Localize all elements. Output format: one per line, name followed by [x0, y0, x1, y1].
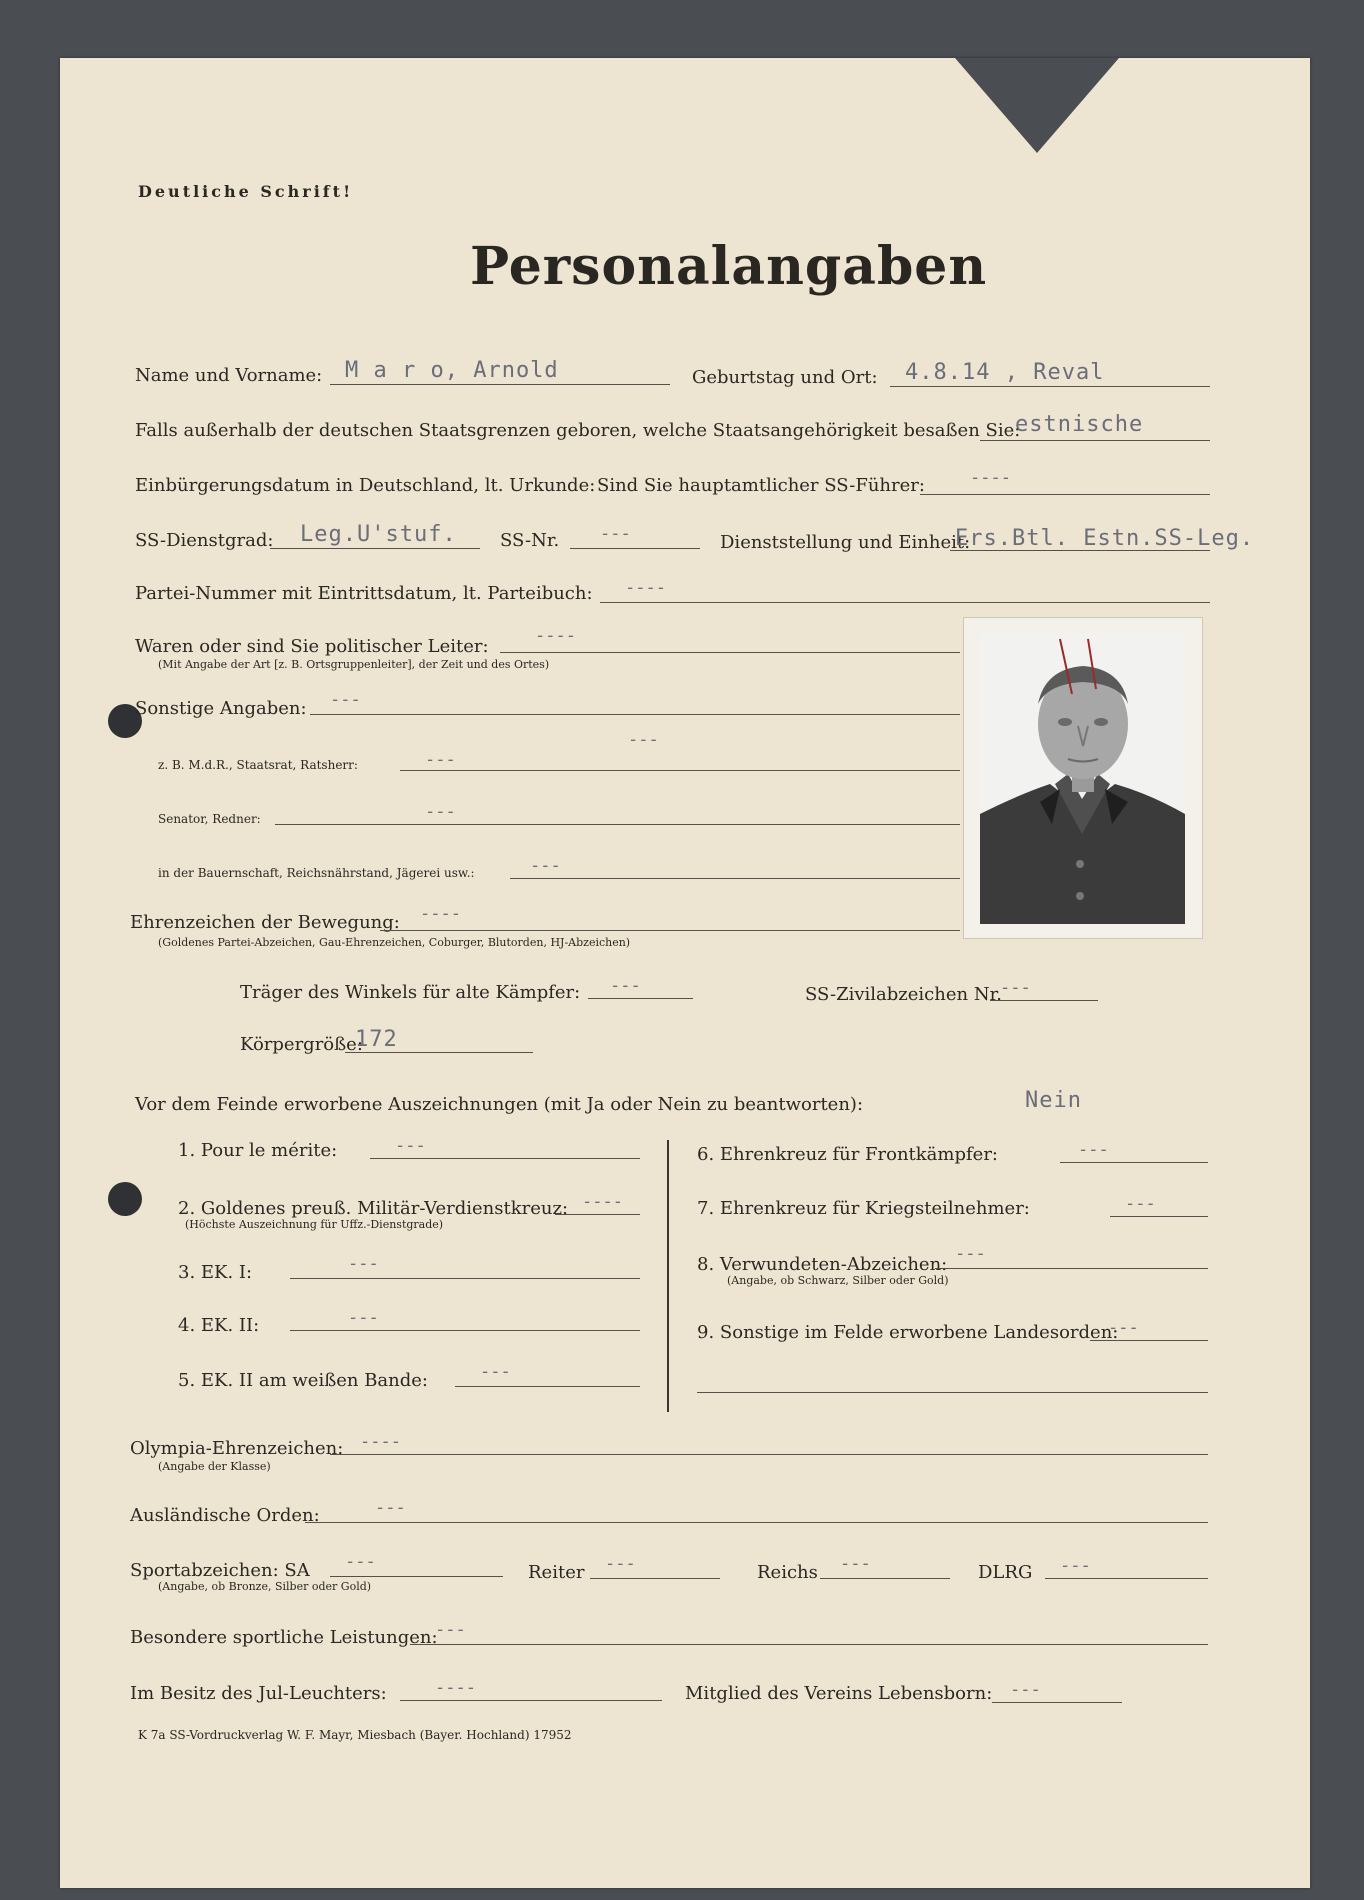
award-ek1-value: --- — [348, 1254, 379, 1274]
ssnr-value: --- — [600, 524, 631, 544]
award-ehrenkreuz-krieg-value: --- — [1125, 1194, 1156, 1214]
rider-value: --- — [605, 1554, 636, 1574]
party-value: ---- — [625, 578, 666, 598]
honor-note: (Goldenes Partei-Abzeichen, Gau-Ehrenzeichen, Coburger, Blutorden, HJ-Abzeichen) — [158, 936, 631, 949]
rank-value: Leg.U'stuf. — [300, 522, 457, 547]
award-militaer-verdienstkreuz-note: (Höchste Auszeichnung für Uffz.-Dienstgrade) — [185, 1218, 444, 1231]
fulltime-label: Sind Sie hauptamtlicher SS-Führer: — [597, 475, 925, 496]
unit-label: Dienststellung und Einheit: — [720, 532, 971, 553]
award-ehrenkreuz-krieg-label: 7. Ehrenkreuz für Kriegsteilnehmer: — [697, 1198, 1030, 1219]
sport-badge-note: (Angabe, ob Bronze, Silber oder Gold) — [158, 1580, 372, 1593]
olympia-value: ---- — [360, 1432, 401, 1452]
leader-label: Waren oder sind Sie politischer Leiter: — [135, 636, 489, 657]
name-label: Name und Vorname: — [135, 365, 323, 386]
award-landesorden-value: --- — [1108, 1318, 1139, 1338]
sport-badge-value: --- — [345, 1552, 376, 1572]
height-value: 172 — [355, 1027, 398, 1052]
awards-divider — [667, 1140, 669, 1412]
farm-label: in der Bauernschaft, Reichsnährstand, Jägerei usw.: — [158, 866, 475, 880]
height-label: Körpergröße: — [240, 1034, 363, 1055]
jul-value: ---- — [435, 1678, 476, 1698]
name-value: M a r o, Arnold — [345, 358, 559, 383]
award-landesorden-label: 9. Sonstige im Felde erworbene Landesorden: — [697, 1322, 1119, 1343]
senator-value: --- — [425, 802, 456, 822]
mdr-label: z. B. M.d.R., Staatsrat, Ratsherr: — [158, 758, 358, 772]
special-sport-value: --- — [435, 1620, 466, 1640]
lebensborn-value: --- — [1010, 1680, 1041, 1700]
other-label: Sonstige Angaben: — [135, 698, 307, 719]
other-value: --- — [330, 690, 361, 710]
honor-value: ---- — [420, 904, 461, 924]
naturalization-label: Einbürgerungsdatum in Deutschland, lt. Urkunde: — [135, 475, 596, 496]
torn-notch — [955, 58, 1119, 153]
reichs-label: Reichs — [757, 1562, 818, 1583]
citizenship-label: Falls außerhalb der deutschen Staatsgrenzen geboren, welche Staatsangehörigkeit besaßen Sie: — [135, 420, 1021, 441]
dlrg-label: DLRG — [978, 1562, 1033, 1583]
awards-label: Vor dem Feinde erworbene Auszeichnungen (mit Ja oder Nein zu beantworten): — [135, 1094, 864, 1115]
page-title: Personalangaben — [470, 236, 988, 297]
mdr-value: --- — [425, 750, 456, 770]
ssnr-label: SS-Nr. — [500, 530, 560, 551]
portrait-photo-frame — [963, 617, 1203, 939]
form-sheet — [60, 58, 1310, 1888]
foreign-orders-value: --- — [375, 1498, 406, 1518]
portrait-photo — [980, 634, 1185, 924]
lebensborn-label: Mitglied des Vereins Lebensborn: — [685, 1683, 993, 1704]
farm-value: --- — [530, 856, 561, 876]
dlrg-value: --- — [1060, 1556, 1091, 1576]
honor-label: Ehrenzeichen der Bewegung: — [130, 912, 400, 933]
award-militaer-verdienstkreuz-label: 2. Goldenes preuß. Militär-Verdienstkreuz: — [178, 1198, 569, 1219]
jul-label: Im Besitz des Jul-Leuchters: — [130, 1683, 387, 1704]
rider-label: Reiter — [528, 1562, 585, 1583]
olympia-label: Olympia-Ehrenzeichen: — [130, 1438, 344, 1459]
instruction-text: Deutliche Schrift! — [138, 182, 354, 201]
citizenship-value: estnische — [1015, 412, 1144, 437]
chevron-value: --- — [610, 976, 641, 996]
special-sport-label: Besondere sportliche Leistungen: — [130, 1627, 438, 1648]
award-verwundeten-label: 8. Verwundeten-Abzeichen: — [697, 1254, 948, 1275]
award-militaer-verdienstkreuz-value: ---- — [582, 1192, 623, 1212]
olympia-note: (Angabe der Klasse) — [158, 1460, 271, 1473]
award-pour-le-merite-value: --- — [395, 1136, 426, 1156]
footer-imprint: K 7a SS-Vordruckverlag W. F. Mayr, Miesbach (Bayer. Hochland) 17952 — [138, 1728, 572, 1742]
award-ek2-band-label: 5. EK. II am weißen Bande: — [178, 1370, 428, 1391]
award-ek2-label: 4. EK. II: — [178, 1315, 260, 1336]
civil-value: --- — [1000, 978, 1031, 998]
award-verwundeten-value: --- — [955, 1244, 986, 1264]
fulltime-value: ---- — [970, 468, 1011, 488]
award-ek2-band-value: --- — [480, 1362, 511, 1382]
civil-label: SS-Zivilabzeichen Nr. — [805, 984, 1002, 1005]
award-pour-le-merite-label: 1. Pour le mérite: — [178, 1140, 338, 1161]
unit-value: Ers.Btl. Estn.SS-Leg. — [955, 526, 1255, 551]
rank-label: SS-Dienstgrad: — [135, 530, 274, 551]
award-verwundeten-note: (Angabe, ob Schwarz, Silber oder Gold) — [727, 1274, 949, 1287]
party-label: Partei-Nummer mit Eintrittsdatum, lt. Parteibuch: — [135, 583, 593, 604]
award-ehrenkreuz-front-label: 6. Ehrenkreuz für Frontkämpfer: — [697, 1144, 998, 1165]
punch-hole — [108, 1182, 142, 1216]
award-ehrenkreuz-front-value: --- — [1078, 1140, 1109, 1160]
foreign-orders-label: Ausländische Orden: — [130, 1505, 320, 1526]
birth-value: 4.8.14 , Reval — [905, 360, 1105, 385]
chevron-label: Träger des Winkels für alte Kämpfer: — [240, 982, 581, 1003]
sport-badge-label: Sportabzeichen: SA — [130, 1560, 310, 1581]
leader-value: ---- — [535, 626, 576, 646]
award-ek2-value: --- — [348, 1308, 379, 1328]
leader-note: (Mit Angabe der Art [z. B. Ortsgruppenleiter], der Zeit und des Ortes) — [158, 658, 550, 671]
reichs-value: --- — [840, 1554, 871, 1574]
awards-value: Nein — [1025, 1088, 1082, 1113]
award-ek1-label: 3. EK. I: — [178, 1262, 253, 1283]
other-value-2: --- — [628, 730, 659, 750]
birth-label: Geburtstag und Ort: — [692, 367, 878, 388]
senator-label: Senator, Redner: — [158, 812, 261, 826]
